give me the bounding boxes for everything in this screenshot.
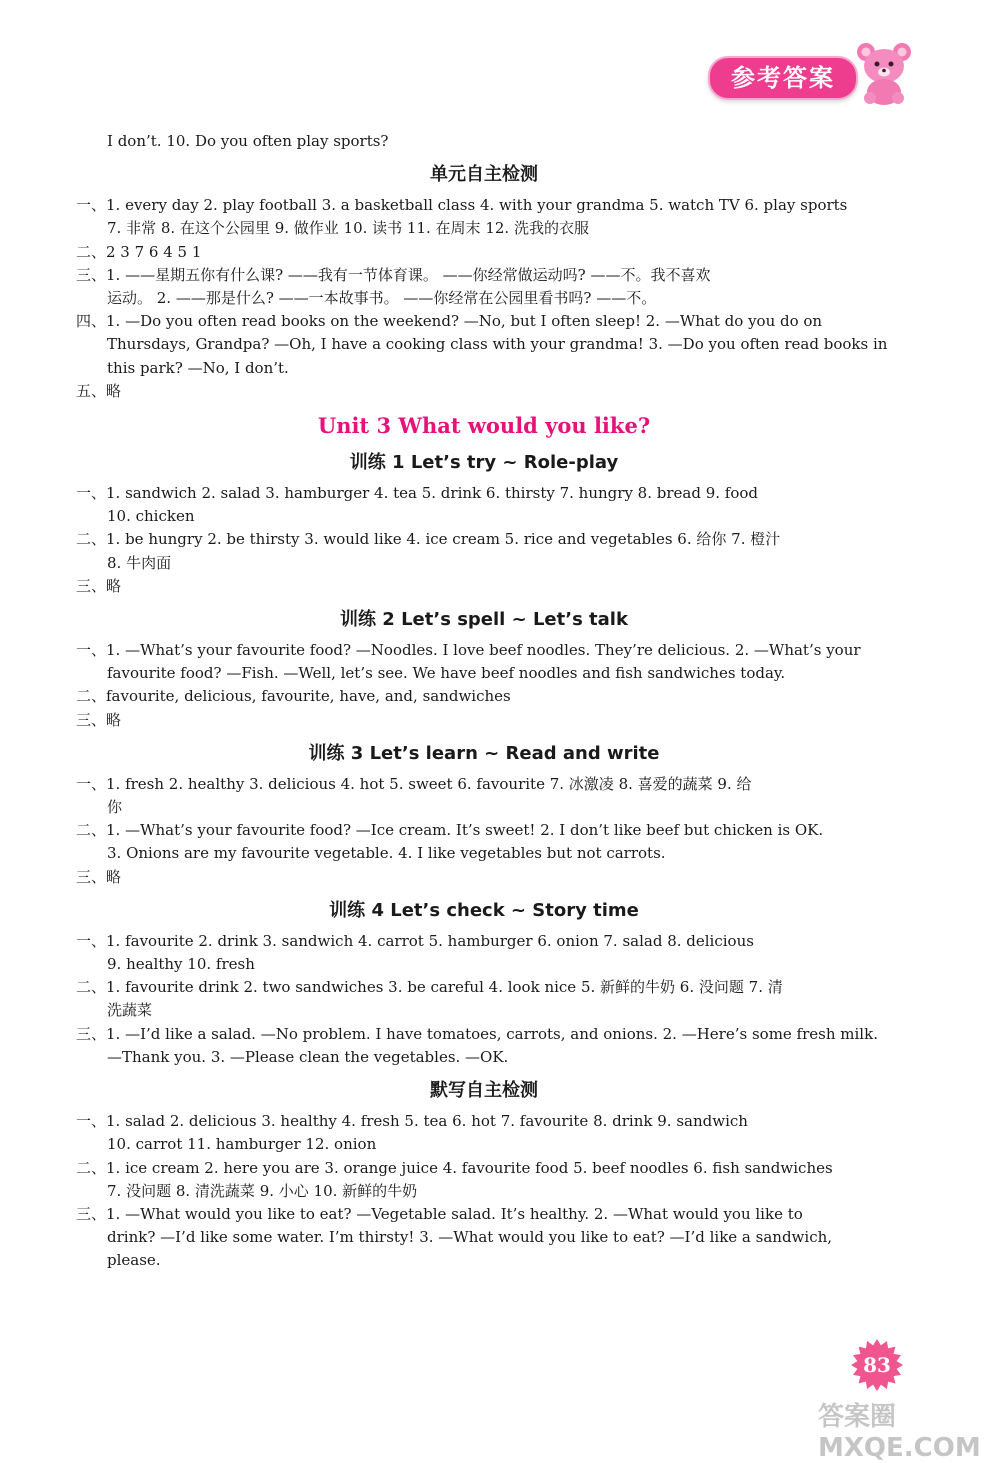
watermark: 答案圈 MXQE.COM	[818, 1402, 981, 1463]
answer-line: 二、1. favourite drink 2. two sandwiches 3. be careful 4. look nice 5. 新鲜的牛奶 6. 没问题 7. 清	[76, 978, 783, 997]
section-title: 单元自主检测	[430, 164, 538, 186]
answer-line: please.	[107, 1251, 161, 1270]
answer-line: —Thank you. 3. —Please clean the vegetables. —OK.	[107, 1047, 509, 1066]
page-number: 83	[863, 1353, 891, 1377]
answer-line: 你	[107, 798, 123, 817]
unit-title: Unit 3 What would you like?	[317, 413, 651, 439]
answer-line: 一、1. fresh 2. healthy 3. delicious 4. hot 5. sweet 6. favourite 7. 冰激凌 8. 喜爱的蔬菜 9. 给	[76, 774, 752, 793]
answer-line: 10. chicken	[107, 507, 195, 526]
answer-line: 二、1. ice cream 2. here you are 3. orange juice 4. favourite food 5. beef noodles 6. fish sandwiches	[76, 1158, 833, 1177]
answer-line: 洗蔬菜	[107, 1001, 153, 1020]
answer-line: 三、略	[76, 576, 122, 595]
section-title: 训练 1 Let’s try ~ Role-play	[349, 452, 619, 474]
answer-content	[76, 130, 892, 1273]
answer-line: I don’t. 10. Do you often play sports?	[107, 132, 389, 150]
answer-line: drink? —I’d like some water. I’m thirsty! 3. —What would you like to eat? —I’d like a sandwich,	[107, 1228, 833, 1247]
answer-line: 一、1. —What’s your favourite food? —Noodles. I love beef noodles. They’re delicious. 2. —What’s your	[76, 641, 861, 660]
answer-line: 一、1. sandwich 2. salad 3. hamburger 4. tea 5. drink 6. thirsty 7. hungry 8. bread 9. food	[76, 484, 759, 503]
section-title: 默写自主检测	[430, 1080, 538, 1102]
answer-line: 三、1. ——星期五你有什么课? ——我有一节体育课。 ——你经常做运动吗? ——不。我不喜欢	[76, 265, 711, 284]
answer-line: Thursdays, Grandpa? —Oh, I have a cooking class with your grandma! 3. —Do you often read books in	[107, 335, 888, 354]
answer-line: 7. 没问题 8. 清洗蔬菜 9. 小心 10. 新鲜的牛奶	[107, 1181, 418, 1200]
answer-line: 10. carrot 11. hamburger 12. onion	[107, 1135, 377, 1154]
answer-line: 8. 牛肉面	[107, 553, 172, 572]
answer-line: 9. healthy 10. fresh	[107, 955, 255, 974]
page-number-badge	[846, 1336, 908, 1392]
section-title: 训练 4 Let’s check ~ Story time	[329, 899, 639, 921]
answer-line: 一、1. favourite 2. drink 3. sandwich 4. carrot 5. hamburger 6. onion 7. salad 8. delicious	[76, 931, 754, 950]
answer-line: favourite food? —Fish. —Well, let’s see. We have beef noodles and fish sandwiches today.	[107, 664, 786, 683]
answer-key-badge: 参考答案	[708, 56, 858, 100]
answer-line: 三、略	[76, 867, 122, 886]
teddy-bear-icon	[852, 40, 916, 106]
answer-line: 二、favourite, delicious, favourite, have, and, sandwiches	[76, 687, 511, 706]
answer-line: 一、1. every day 2. play football 3. a basketball class 4. with your grandma 5. watch TV 6. play sports	[76, 196, 848, 215]
answer-line: 二、1. be hungry 2. be thirsty 3. would like 4. ice cream 5. rice and vegetables 6. 给你 7. 橙汁	[76, 530, 781, 549]
answer-line: 三、1. —What would you like to eat? —Vegetable salad. It’s healthy. 2. —What would you like to	[76, 1204, 803, 1223]
answer-line: this park? —No, I don’t.	[107, 358, 289, 377]
answer-line: 一、1. salad 2. delicious 3. healthy 4. fresh 5. tea 6. hot 7. favourite 8. drink 9. sandwich	[76, 1112, 748, 1131]
answer-line: 五、略	[76, 381, 122, 400]
answer-line: 3. Onions are my favourite vegetable. 4. I like vegetables but not carrots.	[107, 844, 666, 863]
answer-line: 二、2 3 7 6 4 5 1	[76, 242, 202, 261]
section-title: 训练 2 Let’s spell ~ Let’s talk	[340, 609, 628, 631]
section-title: 训练 3 Let’s learn ~ Read and write	[308, 742, 660, 764]
answer-line: 三、1. —I’d like a salad. —No problem. I have tomatoes, carrots, and onions. 2. —Here’s some fresh milk.	[76, 1024, 878, 1043]
answer-line: 运动。 2. ——那是什么? ——一本故事书。 ——你经常在公园里看书吗? ——不。	[107, 289, 657, 308]
answer-line: 7. 非常 8. 在这个公园里 9. 做作业 10. 读书 11. 在周末 12. 洗我的衣服	[107, 219, 589, 238]
answer-line: 三、略	[76, 710, 122, 729]
answer-line: 四、1. —Do you often read books on the weekend? —No, but I often sleep! 2. —What do you do on	[76, 312, 823, 331]
answer-line: 二、1. —What’s your favourite food? —Ice cream. It’s sweet! 2. I don’t like beef but chicken is OK.	[76, 821, 824, 840]
